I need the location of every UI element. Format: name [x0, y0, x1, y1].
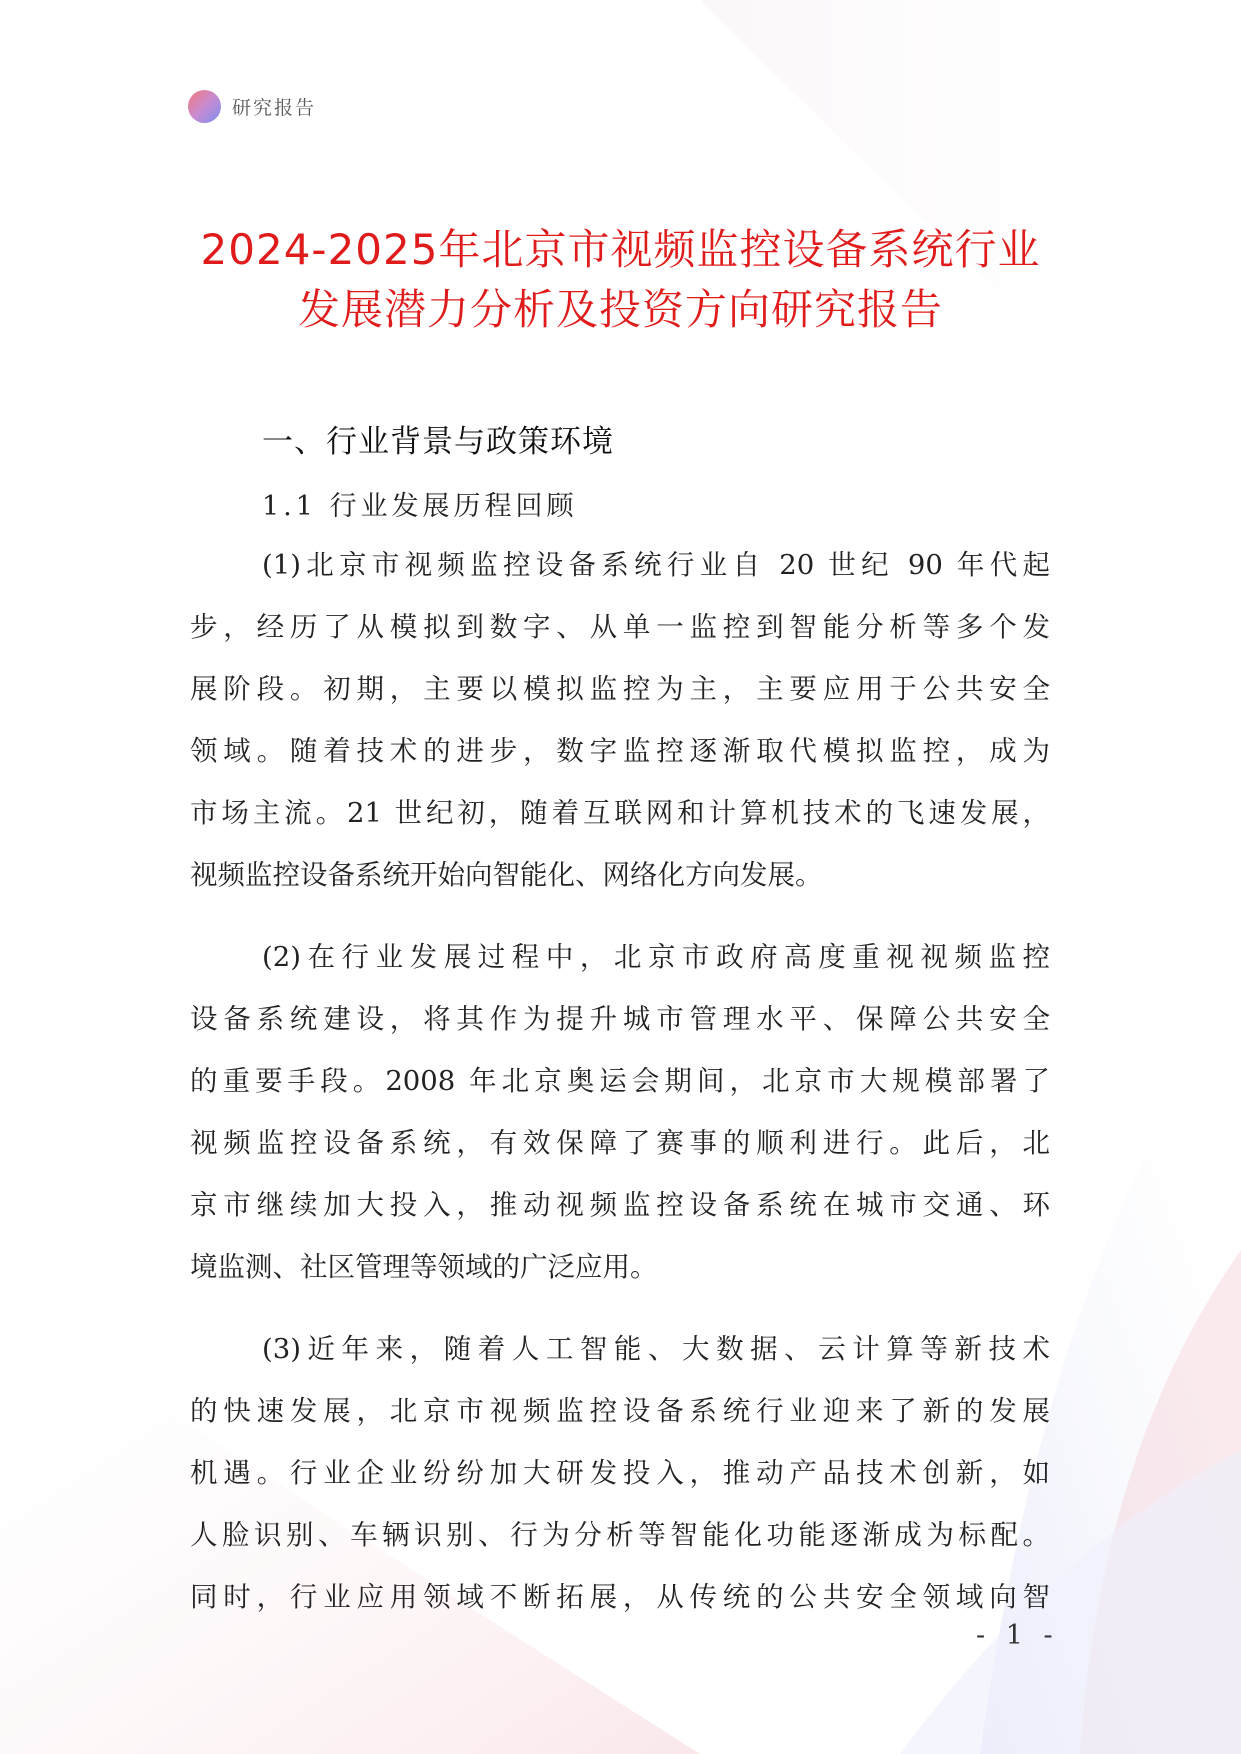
- paragraph-line: 京市继续加大投入，推动视频监控设备系统在城市交通、环: [190, 1189, 1050, 1221]
- paragraph-line: 市场主流。21 世纪初，随着互联网和计算机技术的飞速发展，: [190, 797, 1050, 829]
- section-heading: 一、行业背景与政策环境: [262, 424, 614, 460]
- report-logo-icon: [188, 90, 221, 123]
- paragraph-line: 人脸识别、车辆识别、行为分析等智能化功能逐渐成为标配。: [190, 1519, 1050, 1551]
- paragraph-2: [190, 926, 1050, 1298]
- paragraph-line: (2)在行业发展过程中，北京市政府高度重视视频监控: [262, 941, 1050, 973]
- paragraph-1: [190, 534, 1050, 906]
- paragraph-line: 视频监控设备系统，有效保障了赛事的顺利进行。此后，北: [190, 1127, 1050, 1159]
- report-header: [188, 89, 316, 123]
- title-line-2: 发展潜力分析及投资方向研究报告: [297, 285, 943, 334]
- paragraph-line: 的重要手段。2008 年北京奥运会期间，北京市大规模部署了: [190, 1065, 1050, 1097]
- paragraph-line: 视频监控设备系统开始向智能化、网络化方向发展。: [190, 859, 823, 891]
- paragraph-line: 境监测、社区管理等领域的广泛应用。: [190, 1251, 658, 1283]
- paragraph-line: 的快速发展，北京市视频监控设备系统行业迎来了新的发展: [190, 1395, 1050, 1427]
- page-number: - 1 -: [976, 1620, 1059, 1651]
- paragraph-line: (3)近年来，随着人工智能、大数据、云计算等新技术: [262, 1333, 1050, 1365]
- paragraph-line: 展阶段。初期，主要以模拟监控为主，主要应用于公共安全: [190, 673, 1050, 705]
- paragraph-3: [190, 1318, 1050, 1628]
- paragraph-line: 同时，行业应用领域不断拓展，从传统的公共安全领域向智: [190, 1581, 1050, 1613]
- paragraph-line: 机遇。行业企业纷纷加大研发投入，推动产品技术创新，如: [190, 1457, 1050, 1489]
- paragraph-line: (1)北京市视频监控设备系统行业自 20 世纪 90 年代起: [262, 549, 1050, 581]
- header-label: 研究报告: [232, 96, 317, 119]
- paragraph-line: 领域。随着技术的进步，数字监控逐渐取代模拟监控，成为: [190, 735, 1050, 767]
- sub-heading: 1.1 行业发展历程回顾: [262, 491, 578, 522]
- document-title: [150, 220, 1091, 340]
- paragraph-line: 步，经历了从模拟到数字、从单一监控到智能分析等多个发: [190, 611, 1050, 643]
- title-line-1: 2024-2025年北京市视频监控设备系统行业: [200, 225, 1041, 274]
- body-text: [190, 534, 1050, 1648]
- paragraph-line: 设备系统建设，将其作为提升城市管理水平、保障公共安全: [190, 1003, 1050, 1035]
